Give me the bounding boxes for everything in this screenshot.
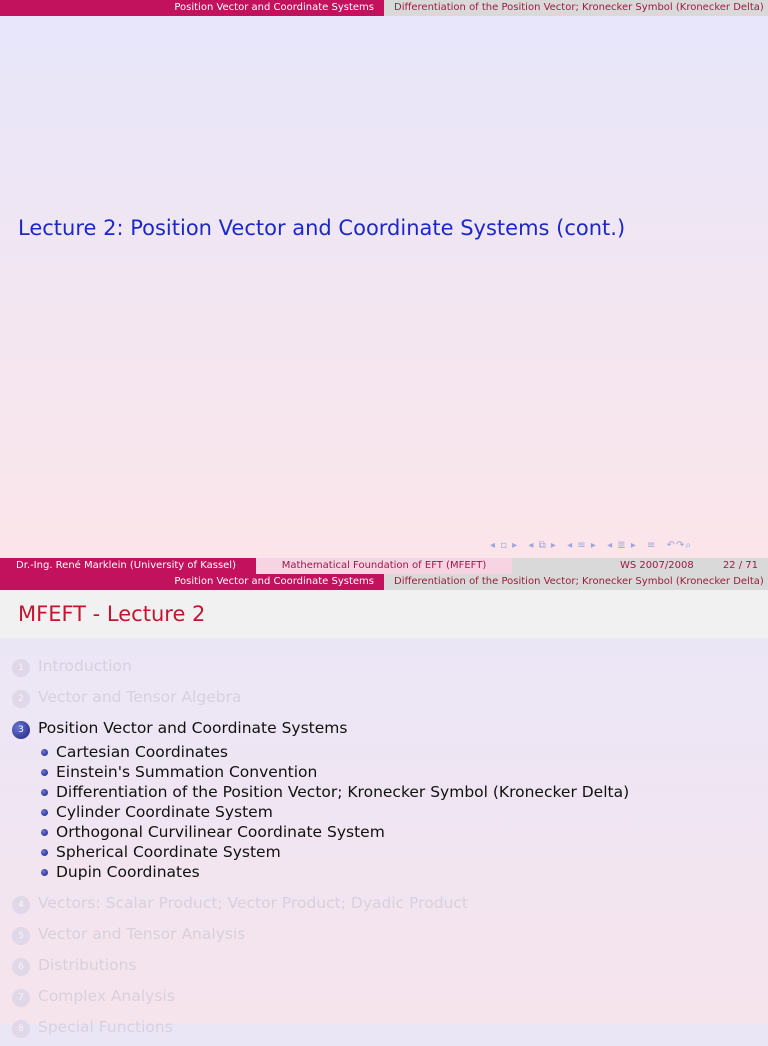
footer-author: Dr.-Ing. René Marklein (University of Kassel) <box>0 558 256 574</box>
header-subsection[interactable]: Differentiation of the Position Vector; Kronecker Symbol (Kronecker Delta) <box>384 574 768 590</box>
bullet-icon <box>41 789 48 796</box>
toc-section[interactable] <box>12 984 752 1015</box>
toc-subsection[interactable] <box>12 743 752 763</box>
section-number-badge: 3 <box>12 721 30 739</box>
section-number-badge: 6 <box>12 958 30 976</box>
table-of-contents <box>12 654 752 1046</box>
section-number-badge: 2 <box>12 690 30 708</box>
toc-section[interactable] <box>12 953 752 984</box>
section-label: Distributions <box>38 956 137 974</box>
subsection-label: Cartesian Coordinates <box>56 743 228 761</box>
bullet-icon <box>41 769 48 776</box>
header-subsection[interactable]: Differentiation of the Position Vector; Kronecker Symbol (Kronecker Delta) <box>384 0 768 16</box>
bullet-icon <box>41 749 48 756</box>
section-number-badge: 8 <box>12 1020 30 1038</box>
header-bar <box>0 574 768 590</box>
subsection-list <box>12 743 752 883</box>
bullet-icon <box>41 849 48 856</box>
section-number-badge: 4 <box>12 896 30 914</box>
subsection-label: Dupin Coordinates <box>56 863 200 881</box>
footer-page-number: 22 / 71 <box>722 560 758 571</box>
subsection-label: Einstein's Summation Convention <box>56 763 318 781</box>
section-label: Vectors: Scalar Product; Vector Product; Dyadic Product <box>38 894 468 912</box>
section-nav-icon[interactable]: ◂ ≡ ▸ <box>567 540 597 551</box>
subsection-label: Orthogonal Curvilinear Coordinate System <box>56 823 385 841</box>
section-label: Special Functions <box>38 1018 173 1036</box>
header-bar <box>0 0 768 16</box>
toc-subsection[interactable] <box>12 803 752 823</box>
section-label: Introduction <box>38 657 132 675</box>
back-search-forward-icon[interactable]: ↶↷⌕ <box>666 540 692 551</box>
footer-bar <box>0 558 768 574</box>
lecture-title: Lecture 2: Position Vector and Coordinate Systems (cont.) <box>18 216 626 240</box>
toc-section[interactable] <box>12 891 752 922</box>
toc-subsection[interactable] <box>12 823 752 843</box>
toc-subsection[interactable] <box>12 863 752 883</box>
section-label: Vector and Tensor Algebra <box>38 688 242 706</box>
toc-section[interactable] <box>12 685 752 716</box>
frame-nav-icon[interactable]: ◂ ▫ ▸ <box>490 540 519 551</box>
section-number-badge: 7 <box>12 989 30 1007</box>
section-label: Vector and Tensor Analysis <box>38 925 246 943</box>
slide-outline <box>0 574 768 1036</box>
frame-title: MFEFT - Lecture 2 <box>18 602 206 626</box>
section-number-badge: 5 <box>12 927 30 945</box>
footer-semester: WS 2007/2008 <box>620 560 694 571</box>
bullet-icon <box>41 829 48 836</box>
toc-nav-icon[interactable]: ◂ ≣ ▸ <box>607 540 637 551</box>
subsection-label: Spherical Coordinate System <box>56 843 281 861</box>
toc-section[interactable] <box>12 654 752 685</box>
footer-course: Mathematical Foundation of EFT (MFEFT) <box>256 558 512 574</box>
navigation-symbols <box>490 540 762 554</box>
section-label: Position Vector and Coordinate Systems <box>38 719 348 737</box>
frame-title-bar <box>0 590 768 638</box>
toc-subsection[interactable] <box>12 843 752 863</box>
toc-subsection[interactable] <box>12 783 752 803</box>
subsection-nav-icon[interactable]: ◂ ⧉ ▸ <box>528 540 557 551</box>
bullet-icon <box>41 809 48 816</box>
section-number-badge: 1 <box>12 659 30 677</box>
bullet-icon <box>41 869 48 876</box>
toc-section[interactable] <box>12 1015 752 1046</box>
header-section[interactable]: Position Vector and Coordinate Systems <box>0 0 384 16</box>
subsection-label: Differentiation of the Position Vector; Kronecker Symbol (Kronecker Delta) <box>56 783 630 801</box>
section-label: Complex Analysis <box>38 987 175 1005</box>
toc-subsection[interactable] <box>12 763 752 783</box>
subsection-label: Cylinder Coordinate System <box>56 803 273 821</box>
header-section[interactable]: Position Vector and Coordinate Systems <box>0 574 384 590</box>
footer-right <box>512 558 768 574</box>
toc-section[interactable] <box>12 922 752 953</box>
toc-list-icon[interactable]: ≡ <box>647 540 657 551</box>
